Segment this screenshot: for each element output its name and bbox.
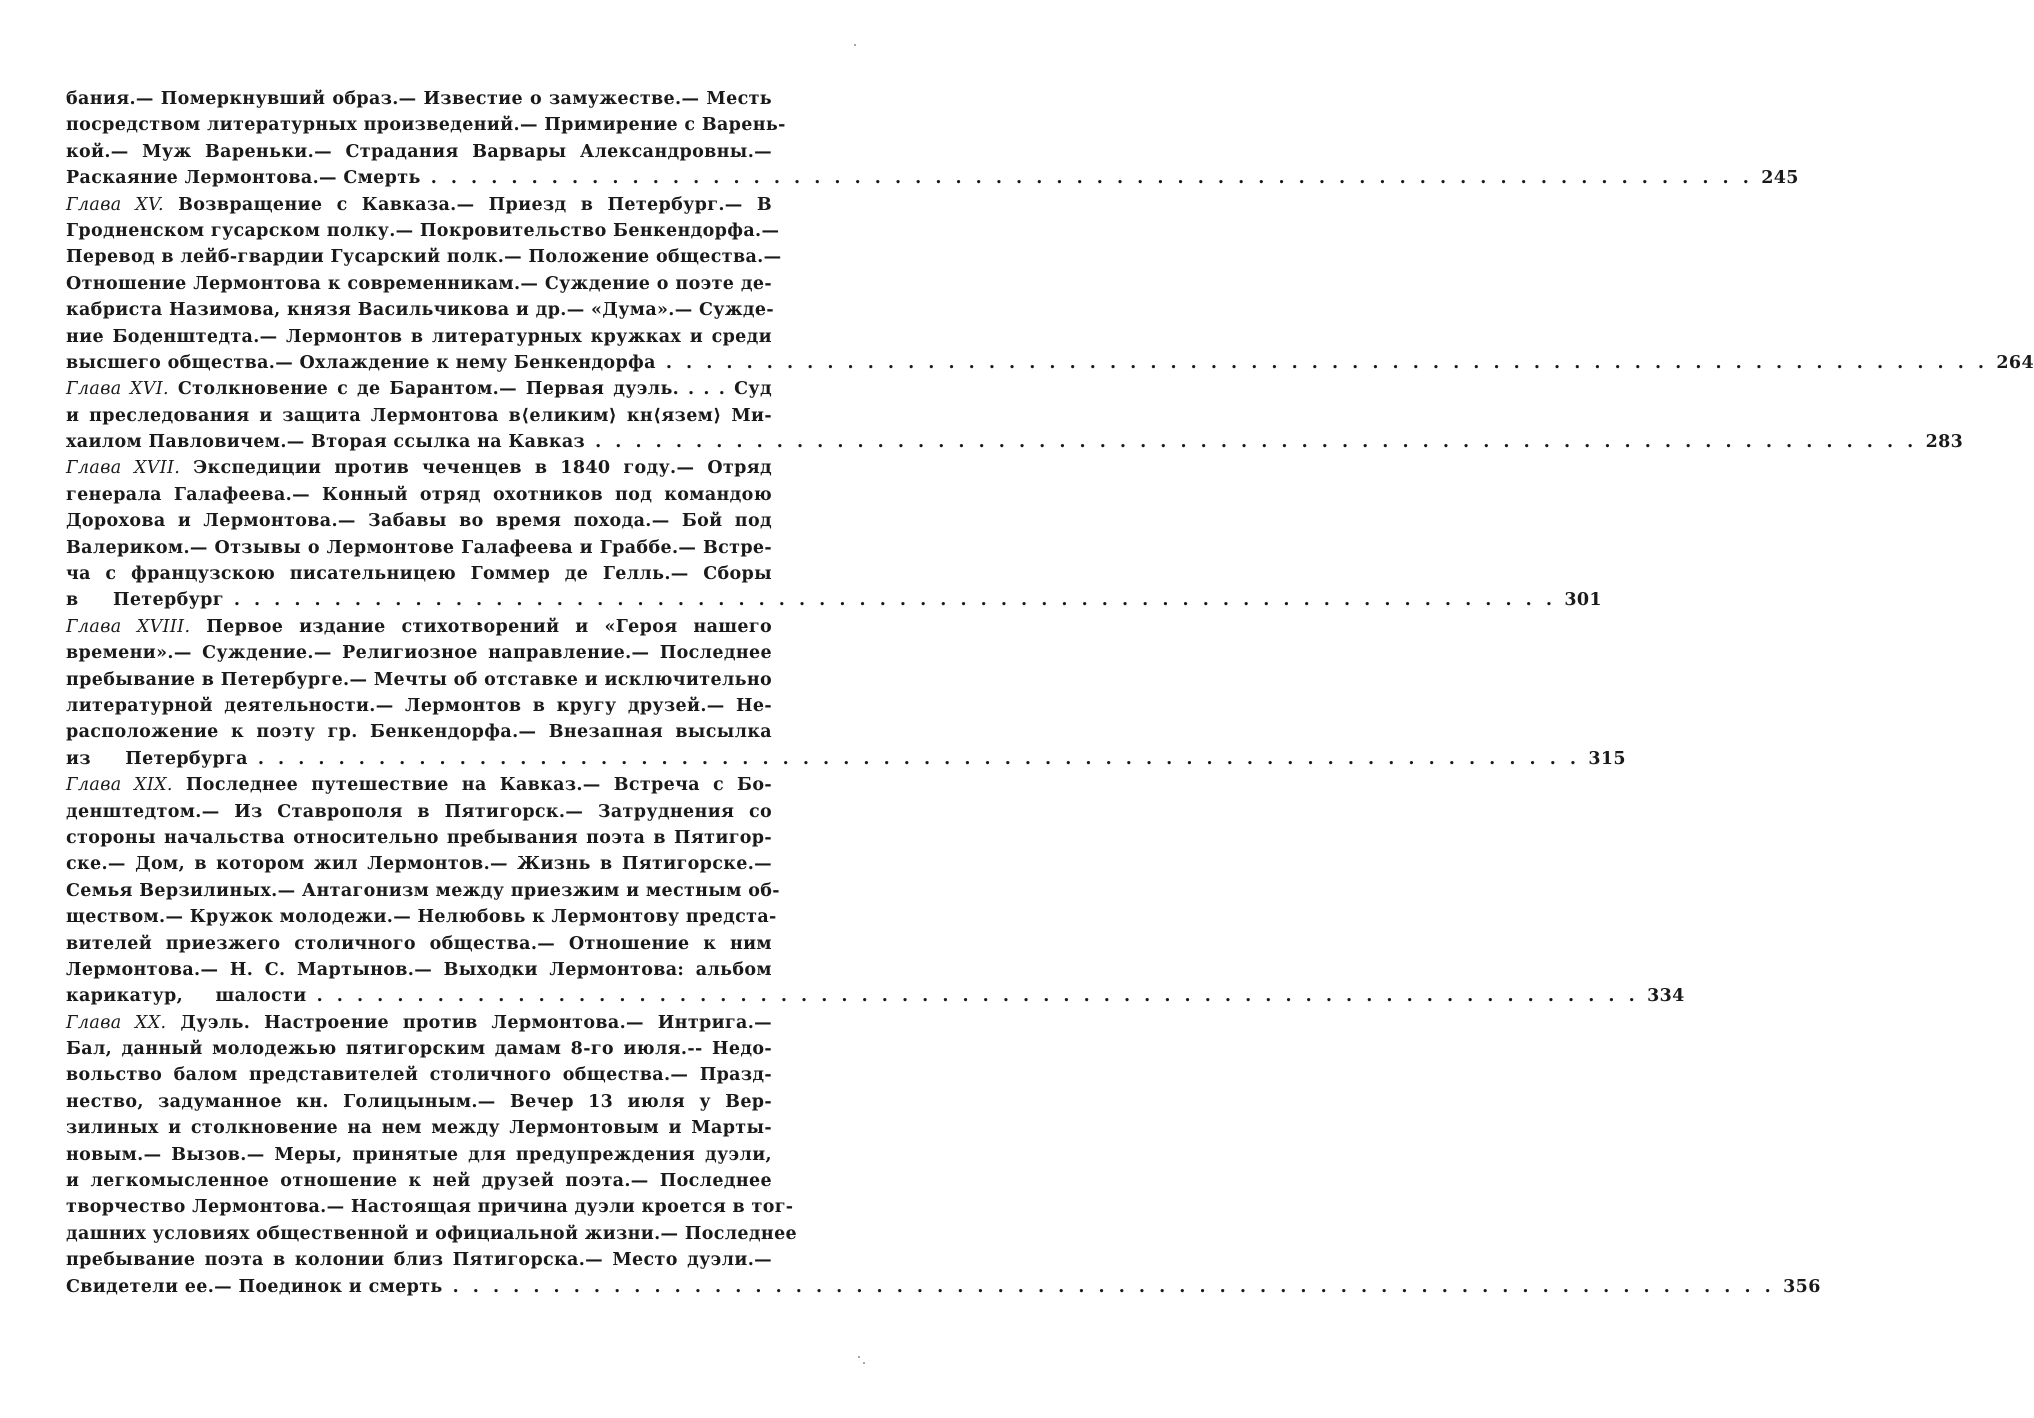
- toc-line-text: Возвращение с Кавказа.— Приезд в Петербург.— В: [178, 194, 772, 215]
- page-number: 315: [1588, 748, 1626, 769]
- toc-entry: [66, 1010, 1821, 1300]
- toc-line-text: Первое издание стихотворений и «Героя нашего: [206, 616, 773, 637]
- toc-line: Дорохова и Лермонтова.— Забавы во время похода.— Бой под: [66, 511, 772, 532]
- toc-entry: [66, 614, 1626, 772]
- toc-line: [66, 772, 772, 798]
- toc-line: бания.— Померкнувший образ.— Известие о замужестве.— Месть: [66, 89, 772, 109]
- toc-line: пребывание поэта в колонии близ Пятигорска.— Место дуэли.—: [66, 1250, 772, 1271]
- toc-line: Бал, данный молодежью пятигорским дамам 8-го июля.-- Недо-: [66, 1039, 772, 1060]
- toc-line: Валериком.— Отзывы о Лермонтове Галафеева и Граббе.— Встре-: [66, 537, 772, 558]
- toc-line: Отношение Лермонтова к современникам.— Суждение о поэте де-: [66, 273, 772, 294]
- dot-leader: . . . . . . . . . . . . . . . . . . . . . . . . . . . . . . . . . . . . . . . . . . . . . . . . . . . . . . . . . . . . . . . . . .: [595, 432, 1918, 453]
- toc-line: вольство балом представителей столичного общества.— Празд-: [66, 1065, 772, 1086]
- toc-line: ществом.— Кружок молодежи.— Нелюбовь к Лермонтову предста-: [66, 907, 777, 928]
- toc-line: генерала Галафеева.— Конный отряд охотников под командою: [66, 484, 772, 505]
- toc-entry-last-line: [66, 746, 1626, 772]
- toc-line: Раскаяние Лермонтова.— Смерть: [66, 168, 421, 189]
- toc-line: времени».— Суждение.— Религиозное направление.— Последнее: [66, 643, 772, 664]
- toc-line: высшего общества.— Охлаждение к нему Бенкендорфа: [66, 352, 656, 373]
- scan-speck: [858, 1356, 860, 1358]
- toc-line: дашних условиях общественной и официальной жизни.— Последнее: [66, 1223, 798, 1244]
- toc-line: ске.— Дом, в котором жил Лермонтов.— Жизнь в Пятигорске.—: [66, 854, 772, 875]
- toc-entry: [66, 376, 1964, 455]
- dot-leader: . . . . . . . . . . . . . . . . . . . . . . . . . . . . . . . . . . . . . . . . . . . . . . . . . . . . . . . . . . . . . . . . . .: [665, 352, 1988, 373]
- toc-line: стороны начальства относительно пребывания поэта в Пятигор-: [66, 827, 772, 848]
- toc-entry-last-line: [66, 429, 1964, 455]
- toc-line: хаилом Павловичем.— Вторая ссылка на Кавказ: [66, 432, 586, 453]
- toc-entry: [66, 455, 1602, 613]
- toc-entry-last-line: [66, 1274, 1821, 1300]
- toc-line: Гродненском гусарском полку.— Покровительство Бенкендорфа.—: [66, 220, 780, 241]
- scan-speck: [854, 44, 856, 46]
- chapter-label: Глава XVI.: [66, 379, 169, 400]
- toc-line: ние Боденштедта.— Лермонтов в литературных кружках и среди: [66, 326, 772, 347]
- toc-line: посредством литературных произведений.— Примирение с Варень-: [66, 115, 786, 136]
- toc-line-text: Последнее путешествие на Кавказ.— Встреча с Бо-: [185, 775, 772, 796]
- toc-line-text: Дуэль. Настроение против Лермонтова.— Интрига.—: [180, 1012, 772, 1033]
- toc-line: Перевод в лейб-гвардии Гусарский полк.— Положение общества.—: [66, 247, 782, 268]
- table-of-contents: [66, 86, 2034, 1300]
- chapter-label: Глава XVIII.: [66, 616, 191, 637]
- page-number: 301: [1564, 590, 1602, 611]
- toc-line: и легкомысленное отношение к ней друзей поэта.— Последнее: [66, 1171, 772, 1192]
- dot-leader: . . . . . . . . . . . . . . . . . . . . . . . . . . . . . . . . . . . . . . . . . . . . . . . . . . . . . . . . . . . . . . . . . .: [452, 1276, 1775, 1297]
- page-number: 264: [1996, 352, 2034, 373]
- toc-line: нество, задуманное кн. Голицыным.— Вечер 13 июля у Вер-: [66, 1091, 772, 1112]
- toc-line: [66, 1010, 772, 1036]
- toc-entry: [66, 86, 1799, 192]
- toc-line: [66, 192, 772, 218]
- toc-line: денштедтом.— Из Ставрополя в Пятигорск.— Затруднения со: [66, 801, 772, 822]
- toc-entry-last-line: [66, 165, 1799, 191]
- toc-line: из Петербурга: [66, 748, 248, 769]
- toc-line-text: Экспедиции против чеченцев в 1840 году.— Отряд: [193, 458, 772, 479]
- toc-line: новым.— Вызов.— Меры, принятые для предупреждения дуэли,: [66, 1144, 772, 1165]
- dot-leader: . . . . . . . . . . . . . . . . . . . . . . . . . . . . . . . . . . . . . . . . . . . . . . . . . . . . . . . . . . . . . . . . . .: [316, 986, 1639, 1007]
- toc-line: [66, 614, 772, 640]
- toc-line: Семья Верзилиных.— Антагонизм между приезжим и местным об-: [66, 880, 780, 901]
- toc-line: [66, 455, 772, 481]
- dot-leader: . . . . . . . . . . . . . . . . . . . . . . . . . . . . . . . . . . . . . . . . . . . . . . . . . . . . . . . . . . . . . . . . . .: [233, 590, 1556, 611]
- toc-line: литературной деятельности.— Лермонтов в кругу друзей.— Не-: [66, 695, 772, 716]
- toc-line: расположение к поэту гр. Бенкендорфа.— Внезапная высылка: [66, 722, 772, 743]
- toc-line: кабриста Назимова, князя Васильчикова и др.— «Дума».— Сужде-: [66, 300, 774, 321]
- toc-line: Свидетели ее.— Поединок и смерть: [66, 1276, 443, 1297]
- page-number: 356: [1783, 1276, 1821, 1297]
- chapter-label: Глава XX.: [66, 1012, 167, 1033]
- toc-line: пребывание в Петербурге.— Мечты об отставке и исключительно: [66, 669, 773, 690]
- toc-line: [66, 376, 772, 402]
- page-number: 283: [1925, 432, 1964, 453]
- toc-line: Лермонтова.— Н. С. Мартынов.— Выходки Лермонтова: альбом: [66, 959, 772, 980]
- dot-leader: . . . . . . . . . . . . . . . . . . . . . . . . . . . . . . . . . . . . . . . . . . . . . . . . . . . . . . . . . . . . . . . . . .: [257, 748, 1580, 769]
- toc-entry-last-line: [66, 587, 1602, 613]
- toc-line: в Петербург: [66, 590, 224, 611]
- toc-entry: [66, 772, 1685, 1010]
- toc-line: зилиных и столкновение на нем между Лермонтовым и Марты-: [66, 1118, 772, 1139]
- page-number: 245: [1761, 168, 1799, 189]
- chapter-label: Глава XVII.: [66, 458, 181, 479]
- toc-line-text: Столкновение с де Барантом.— Первая дуэль. . . . Суд: [177, 379, 772, 400]
- toc-line: ча с французскою писательницею Гоммер де Гелль.— Сборы: [66, 564, 772, 585]
- toc-line: вителей приезжего столичного общества.— Отношение к ним: [66, 933, 772, 954]
- scan-speck: [863, 1362, 865, 1364]
- toc-line: и преследования и защита Лермонтова в⟨еликим⟩ кн⟨язем⟩ Ми-: [66, 405, 772, 426]
- chapter-label: Глава XV.: [66, 194, 164, 215]
- toc-line: кой.— Муж Вареньки.— Страдания Варвары Александровны.—: [66, 141, 772, 162]
- page-number: 334: [1647, 986, 1685, 1007]
- toc-line: карикатур, шалости: [66, 986, 307, 1007]
- dot-leader: . . . . . . . . . . . . . . . . . . . . . . . . . . . . . . . . . . . . . . . . . . . . . . . . . . . . . . . . . . . . . . . . . .: [430, 168, 1753, 189]
- toc-entry: [66, 192, 2034, 377]
- toc-line: творчество Лермонтова.— Настоящая причина дуэли кроется в тог-: [66, 1197, 794, 1218]
- chapter-label: Глава XIX.: [66, 775, 173, 796]
- toc-entry-last-line: [66, 983, 1685, 1009]
- toc-entry-last-line: [66, 350, 2034, 376]
